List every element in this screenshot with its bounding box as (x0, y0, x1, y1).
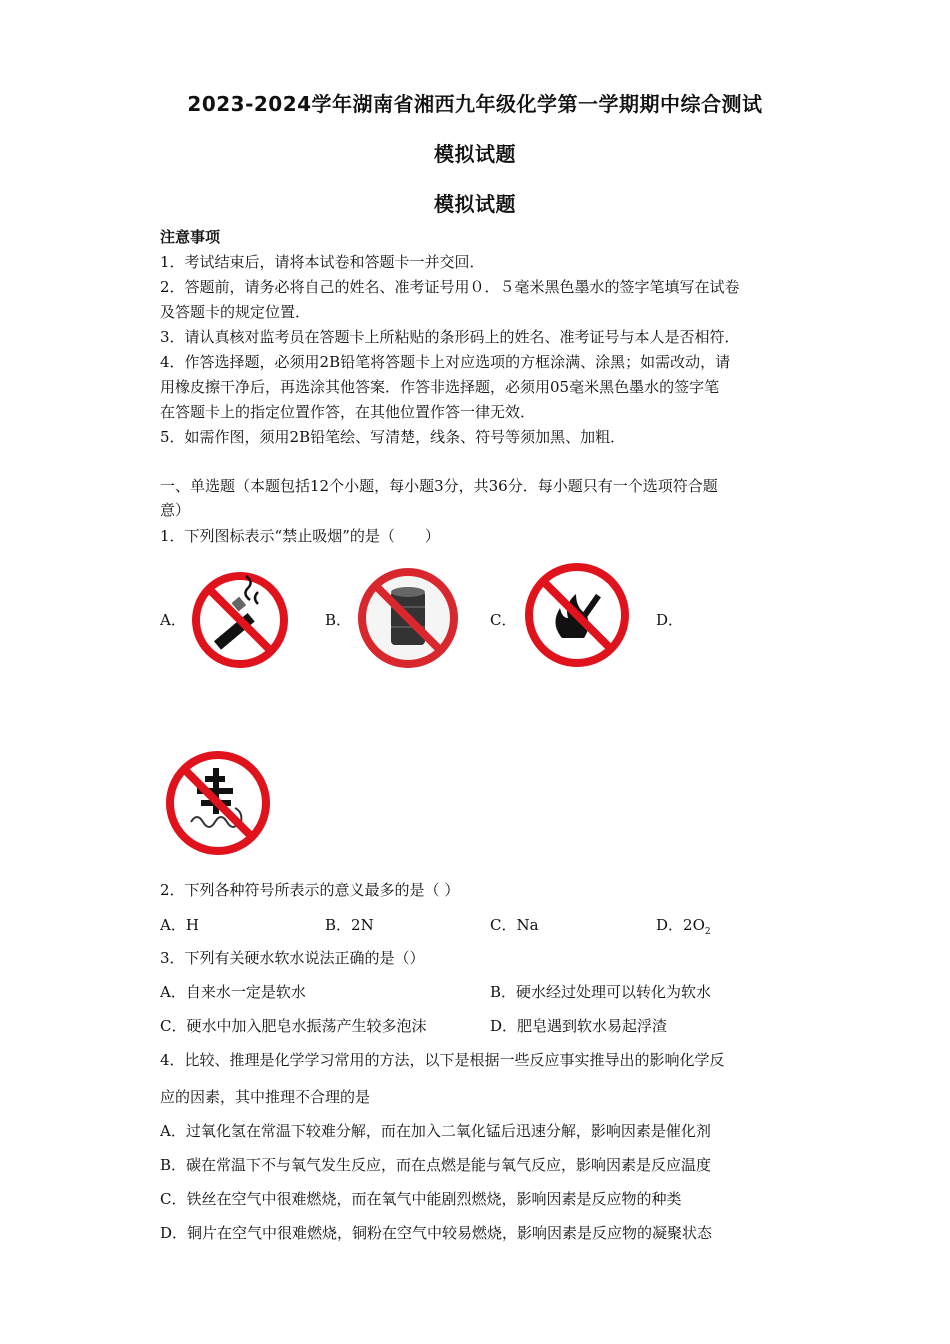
no-smoking-icon[interactable] (190, 570, 290, 670)
q4-option-b[interactable]: B．碳在常温下不与氧气发生反应，而在点燃是能与氧气反应，影响因素是反应温度 (160, 1156, 712, 1174)
notice-heading: 注意事项 (160, 228, 221, 246)
q3-option-c[interactable]: C．硬水中加入肥皂水振荡产生较多泡沫 (160, 1017, 427, 1035)
section-heading: 一、单选题（本题包括12个小题，每小题3分，共36分．每小题只有一个选项符合题 (160, 477, 718, 495)
question-2-stem: 2．下列各种符号所表示的意义最多的是（ ） (160, 881, 460, 899)
q1-option-d-label: D． (656, 611, 684, 629)
q2-option-a[interactable]: A．H (160, 916, 199, 934)
q4-option-a[interactable]: A．过氧化氢在常温下较难分解，而在加入二氧化锰后迅速分解，影响因素是催化剂 (160, 1122, 711, 1140)
notice-item: 1．考试结束后，请将本试卷和答题卡一并交回． (160, 253, 485, 271)
notice-item: 及答题卡的规定位置． (160, 303, 311, 321)
notice-item: 用橡皮擦干净后，再选涂其他答案．作答非选择题，必须用05毫米黑色墨水的签字笔 (160, 378, 720, 396)
question-4-stem-cont: 应的因素，其中推理不合理的是 (160, 1088, 371, 1106)
question-1-stem: 1．下列图标表示“禁止吸烟”的是（ ） (160, 527, 440, 545)
question-3-stem: 3．下列有关硬水软水说法正确的是（） (160, 949, 425, 967)
question-4-stem: 4．比较、推理是化学学习常用的方法，以下是根据一些反应事实推导出的影响化学反 (160, 1051, 725, 1069)
exam-subtitle: 模拟试题 (434, 142, 516, 166)
q1-option-a-label: A． (160, 611, 186, 629)
exam-title: 2023-2024学年湖南省湘西九年级化学第一学期期中综合测试 (187, 92, 763, 116)
q2-option-d-subscript: 2 (704, 927, 711, 937)
q2-option-d-text: D．2O (656, 916, 705, 934)
exam-subtitle-repeat: 模拟试题 (434, 192, 516, 216)
notice-item: 4．作答选择题，必须用2B铅笔将答题卡上对应选项的方框涂满、涂黑；如需改动，请 (160, 353, 731, 371)
notice-item: 5．如需作图，须用2B铅笔绘、写清楚，线条、符号等须加黑、加粗． (160, 428, 626, 446)
notice-item: 2．答题前，请务必将自己的姓名、准考证号用０．５毫米黑色墨水的签字笔填写在试卷 (160, 278, 740, 296)
q1-option-c-label: C． (490, 611, 517, 629)
q2-option-c[interactable]: C．Na (490, 916, 539, 934)
q3-option-b[interactable]: B．硬水经过处理可以转化为软水 (490, 983, 712, 1001)
q4-option-c[interactable]: C．铁丝在空气中很难燃烧，而在氧气中能剧烈燃烧，影响因素是反应物的种类 (160, 1190, 682, 1208)
no-barrel-icon[interactable] (355, 565, 461, 671)
notice-item: 3．请认真核对监考员在答题卡上所粘贴的条形码上的姓名、准考证号与本人是否相符． (160, 328, 740, 346)
q2-option-d[interactable] (656, 915, 711, 942)
q1-option-b-label: B． (325, 611, 352, 629)
no-fire-icon[interactable] (522, 560, 632, 670)
section-heading-cont: 意） (160, 501, 191, 519)
q2-option-b[interactable]: B．2N (325, 916, 374, 934)
q4-option-d[interactable]: D．铜片在空气中很难燃烧，铜粉在空气中较易燃烧，影响因素是反应物的凝聚状态 (160, 1224, 713, 1242)
q3-option-a[interactable]: A．自来水一定是软水 (160, 983, 306, 1001)
no-burning-icon[interactable] (163, 748, 273, 858)
notice-item: 在答题卡上的指定位置作答，在其他位置作答一律无效． (160, 403, 536, 421)
q3-option-d[interactable]: D．肥皂遇到软水易起浮渣 (490, 1017, 668, 1035)
